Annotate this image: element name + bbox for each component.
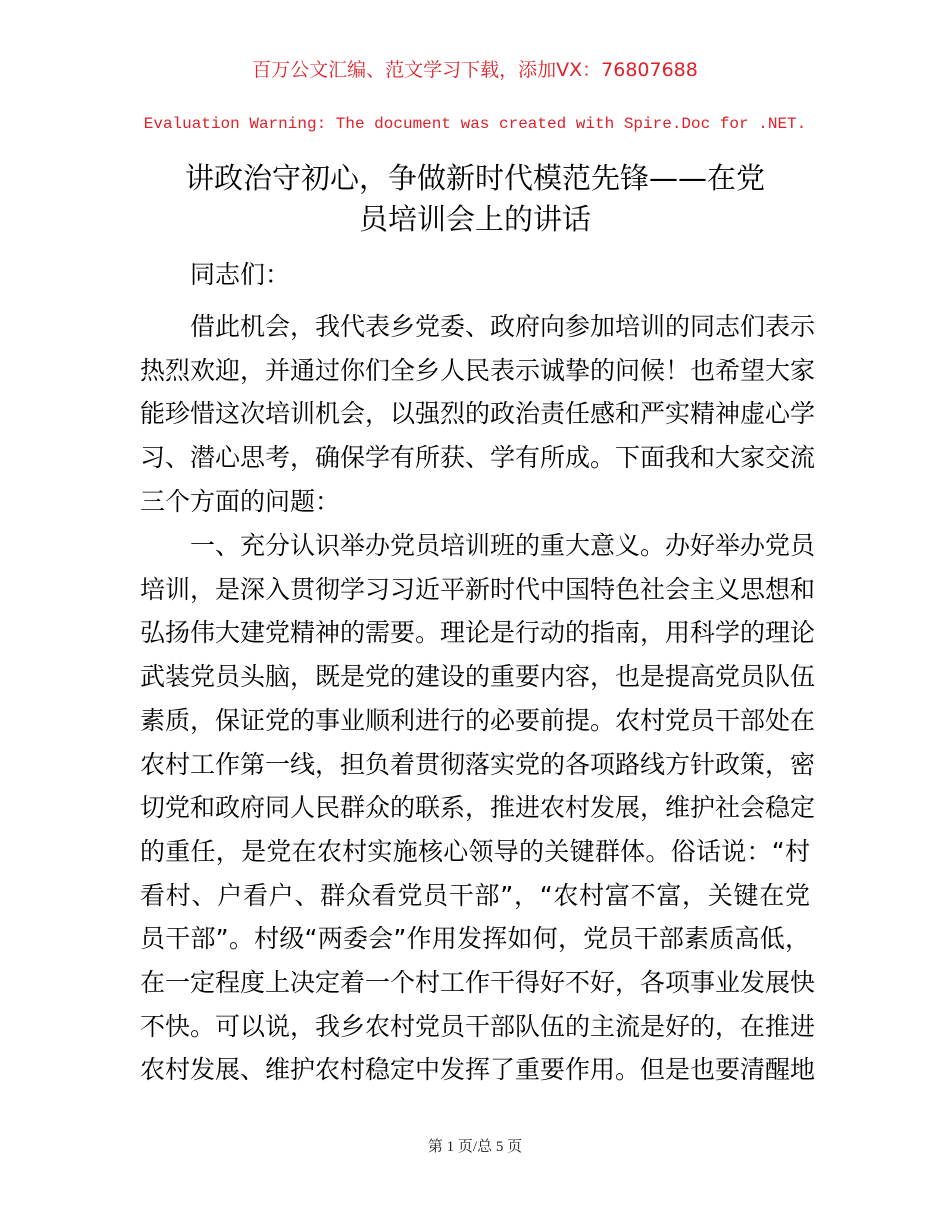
paragraph-line: 弘扬伟大建党精神的需要。理论是行动的指南，用科学的理论 xyxy=(140,618,816,648)
paragraph-line: 农村工作第一线，担负着贯彻落实党的各项路线方针政策，密 xyxy=(140,749,816,779)
evaluation-warning: Evaluation Warning: The document was created with Spire.Doc for .NET. xyxy=(143,115,807,133)
paragraph-line: 在一定程度上决定着一个村工作干得好不好，各项事业发展快 xyxy=(140,968,816,997)
paragraph-line: 热烈欢迎，并通过你们全乡人民表示诚挚的问候！也希望大家 xyxy=(140,355,816,385)
paragraph-line: 不快。可以说，我乡农村党员干部队伍的主流是好的，在推进 xyxy=(140,1011,816,1041)
greeting: 同志们： xyxy=(190,260,291,289)
paragraph-line: 切党和政府同人民群众的联系，推进农村发展，维护社会稳定 xyxy=(140,793,816,823)
paragraph-line: 员干部”。村级“两委会”作用发挥如何，党员干部素质高低， xyxy=(140,924,810,954)
paragraph-line: 武装党员头脑，既是党的建设的重要内容，也是提高党员队伍 xyxy=(140,662,816,692)
paragraph-line: 三个方面的问题： xyxy=(140,486,341,516)
paragraph-line: 习、潜心思考，确保学有所获、学有所成。下面我和大家交流 xyxy=(140,443,816,473)
document-title-line-1: 讲政治守初心，争做新时代模范先锋——在党 xyxy=(184,161,765,195)
paragraph-line: 能珍惜这次培训机会，以强烈的政治责任感和严实精神虚心学 xyxy=(140,399,816,429)
page-footer: 第 1 页/总 5 页 xyxy=(427,1139,523,1155)
paragraph-line: 农村发展、维护农村稳定中发挥了重要作用。但是也要清醒地 xyxy=(140,1055,816,1085)
paragraph-line: 一、充分认识举办党员培训班的重大意义。办好举办党员 xyxy=(190,531,816,560)
paragraph-line: 的重任，是党在农村实施核心领导的关键群体。俗话说：“村 xyxy=(140,836,810,866)
document-title-line-2: 员培训会上的讲话 xyxy=(358,202,591,236)
paragraph-line: 看村、户看户、群众看党员干部”，“农村富不富，关键在党 xyxy=(140,880,810,910)
paragraph-line: 素质，保证党的事业顺利进行的必要前提。农村党员干部处在 xyxy=(140,705,816,735)
paragraph-line: 培训，是深入贯彻学习习近平新时代中国特色社会主义思想和 xyxy=(140,574,816,604)
paragraph-line: 借此机会，我代表乡党委、政府向参加培训的同志们表示 xyxy=(190,312,816,341)
promo-header: 百万公文汇编、范文学习下载，添加VX：76807688 xyxy=(252,59,698,81)
